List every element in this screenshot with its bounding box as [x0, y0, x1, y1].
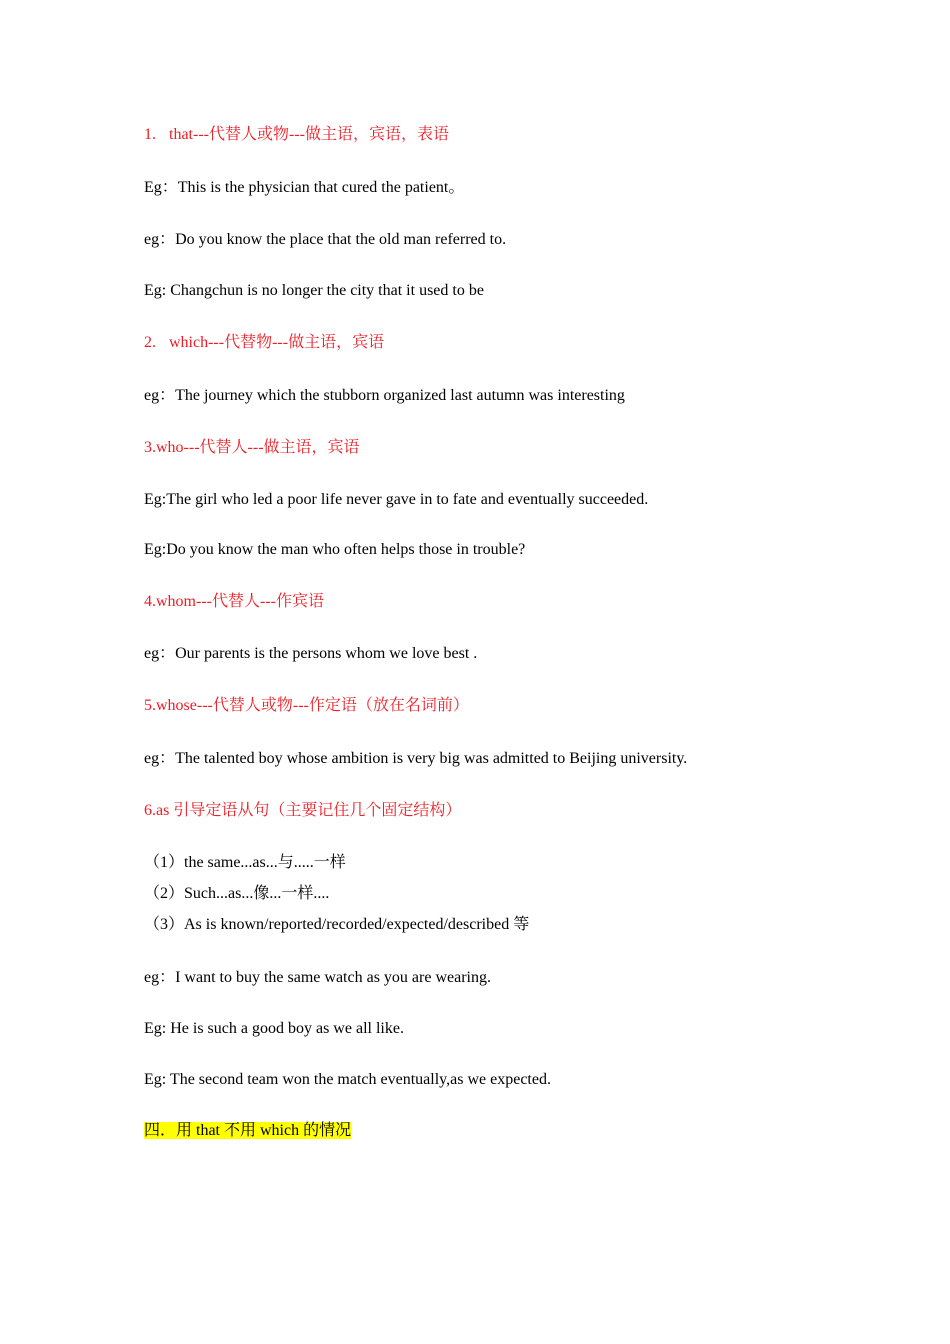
heading-that [144, 125, 449, 145]
heading-section-four [144, 1121, 351, 1141]
example-who-2: Eg:Do you know the man who often helps those in trouble? [144, 541, 526, 558]
example-that-1: Eg：This is the physician that cured the patient。 [144, 179, 465, 196]
structure-as-2: （2）Such...as...像...一样.... [144, 885, 330, 902]
example-as-3: Eg: The second team won the match eventually,as we expected. [144, 1071, 551, 1088]
example-as-2: Eg: He is such a good boy as we all like. [144, 1020, 404, 1037]
structure-as-1: （1）the same...as...与.....一样 [144, 854, 346, 871]
heading-that-title: that---代替人或物---做主语，宾语，表语 [169, 126, 449, 143]
heading-which-title: which---代替物---做主语，宾语 [169, 334, 385, 351]
structure-as-3: （3）As is known/reported/recorded/expected/described 等 [144, 916, 530, 933]
heading-as: 6.as 引导定语从句（主要记住几个固定结构） [144, 802, 462, 819]
heading-whom: 4.whom---代替人---作宾语 [144, 593, 324, 610]
example-that-3: Eg: Changchun is no longer the city that it used to be [144, 282, 484, 299]
section-four-highlighted-title: 四．用 that 不用 which 的情况 [144, 1122, 352, 1139]
heading-whose: 5.whose---代替人或物---作定语（放在名词前） [144, 697, 469, 714]
heading-which-number: 2. [144, 334, 156, 351]
example-whom-1: eg：Our parents is the persons whom we love best . [144, 645, 478, 662]
heading-that-number: 1. [144, 126, 156, 143]
example-which-1: eg：The journey which the stubborn organized last autumn was interesting [144, 387, 625, 404]
example-who-1: Eg:The girl who led a poor life never gave in to fate and eventually succeeded. [144, 491, 649, 508]
heading-who: 3.who---代替人---做主语，宾语 [144, 439, 360, 456]
example-whose-1: eg：The talented boy whose ambition is very big was admitted to Beijing university. [144, 750, 688, 767]
example-as-1: eg：I want to buy the same watch as you are wearing. [144, 969, 491, 986]
heading-which [144, 333, 384, 353]
example-that-2: eg：Do you know the place that the old man referred to. [144, 231, 507, 248]
